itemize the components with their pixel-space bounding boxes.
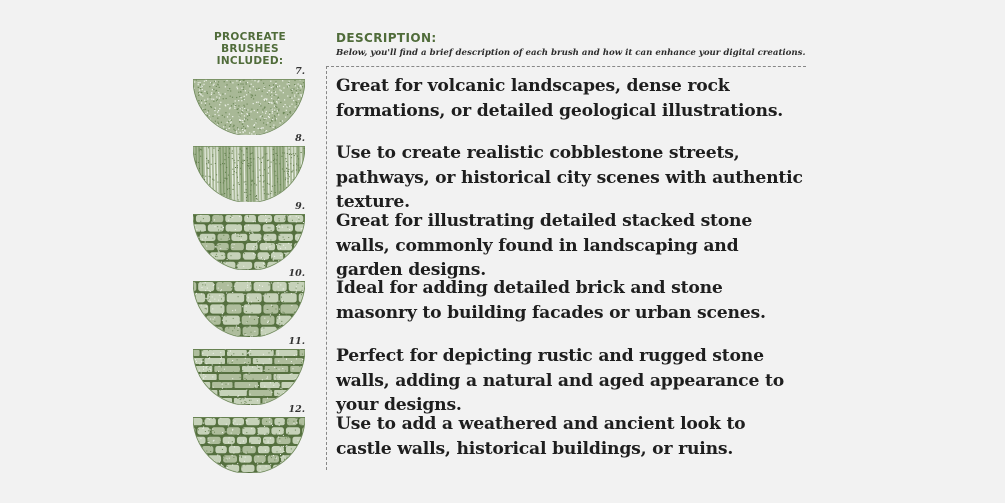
brushes-included-heading xyxy=(188,31,312,67)
brushes-heading-line2: BRUSHES INCLUDED: xyxy=(216,43,284,67)
brush-texture-image xyxy=(193,79,305,135)
brush-texture-image xyxy=(193,214,305,270)
brush-swatch-preview xyxy=(193,214,305,270)
brush-number: 11. xyxy=(288,336,305,347)
brush-number: 9. xyxy=(295,201,305,212)
brushes-heading-line1: PROCREATE xyxy=(213,31,287,43)
brush-number: 7. xyxy=(295,66,305,77)
brush-texture-image xyxy=(193,146,305,202)
brush-swatch-preview xyxy=(193,146,305,202)
brush-swatch-preview xyxy=(193,281,305,337)
brush-texture-image xyxy=(193,281,305,337)
brush-number: 8. xyxy=(295,133,305,144)
brush-description: Ideal for adding detailed brick and stone masonry to building facades or urban scenes. xyxy=(336,278,766,323)
horizontal-divider xyxy=(326,66,806,67)
description-subtitle: Below, you'll find a brief description of each brush and how it can enhance your digital creations. xyxy=(336,48,806,58)
brush-texture-image xyxy=(193,417,305,473)
brush-description: Great for volcanic landscapes, dense rock formations, or detailed geological illustrations. xyxy=(336,76,784,121)
brush-swatch-preview xyxy=(193,79,305,135)
brush-number: 10. xyxy=(288,268,305,279)
brush-texture-image xyxy=(193,349,305,405)
description-heading: DESCRIPTION: xyxy=(336,31,437,45)
brush-number: 12. xyxy=(288,404,305,415)
brush-description: Use to create realistic cobblestone streets, pathways, or historical city scenes with authentic texture. xyxy=(336,143,803,212)
brush-swatch-preview xyxy=(193,349,305,405)
brush-description: Perfect for depicting rustic and rugged stone walls, adding a natural and aged appearance to your designs. xyxy=(336,346,784,415)
vertical-divider xyxy=(326,66,327,470)
brush-description: Great for illustrating detailed stacked stone walls, commonly found in landscaping and garden designs. xyxy=(336,211,753,280)
brush-swatch-preview xyxy=(193,417,305,473)
brush-description: Use to add a weathered and ancient look to castle walls, historical buildings, or ruins. xyxy=(336,414,746,459)
